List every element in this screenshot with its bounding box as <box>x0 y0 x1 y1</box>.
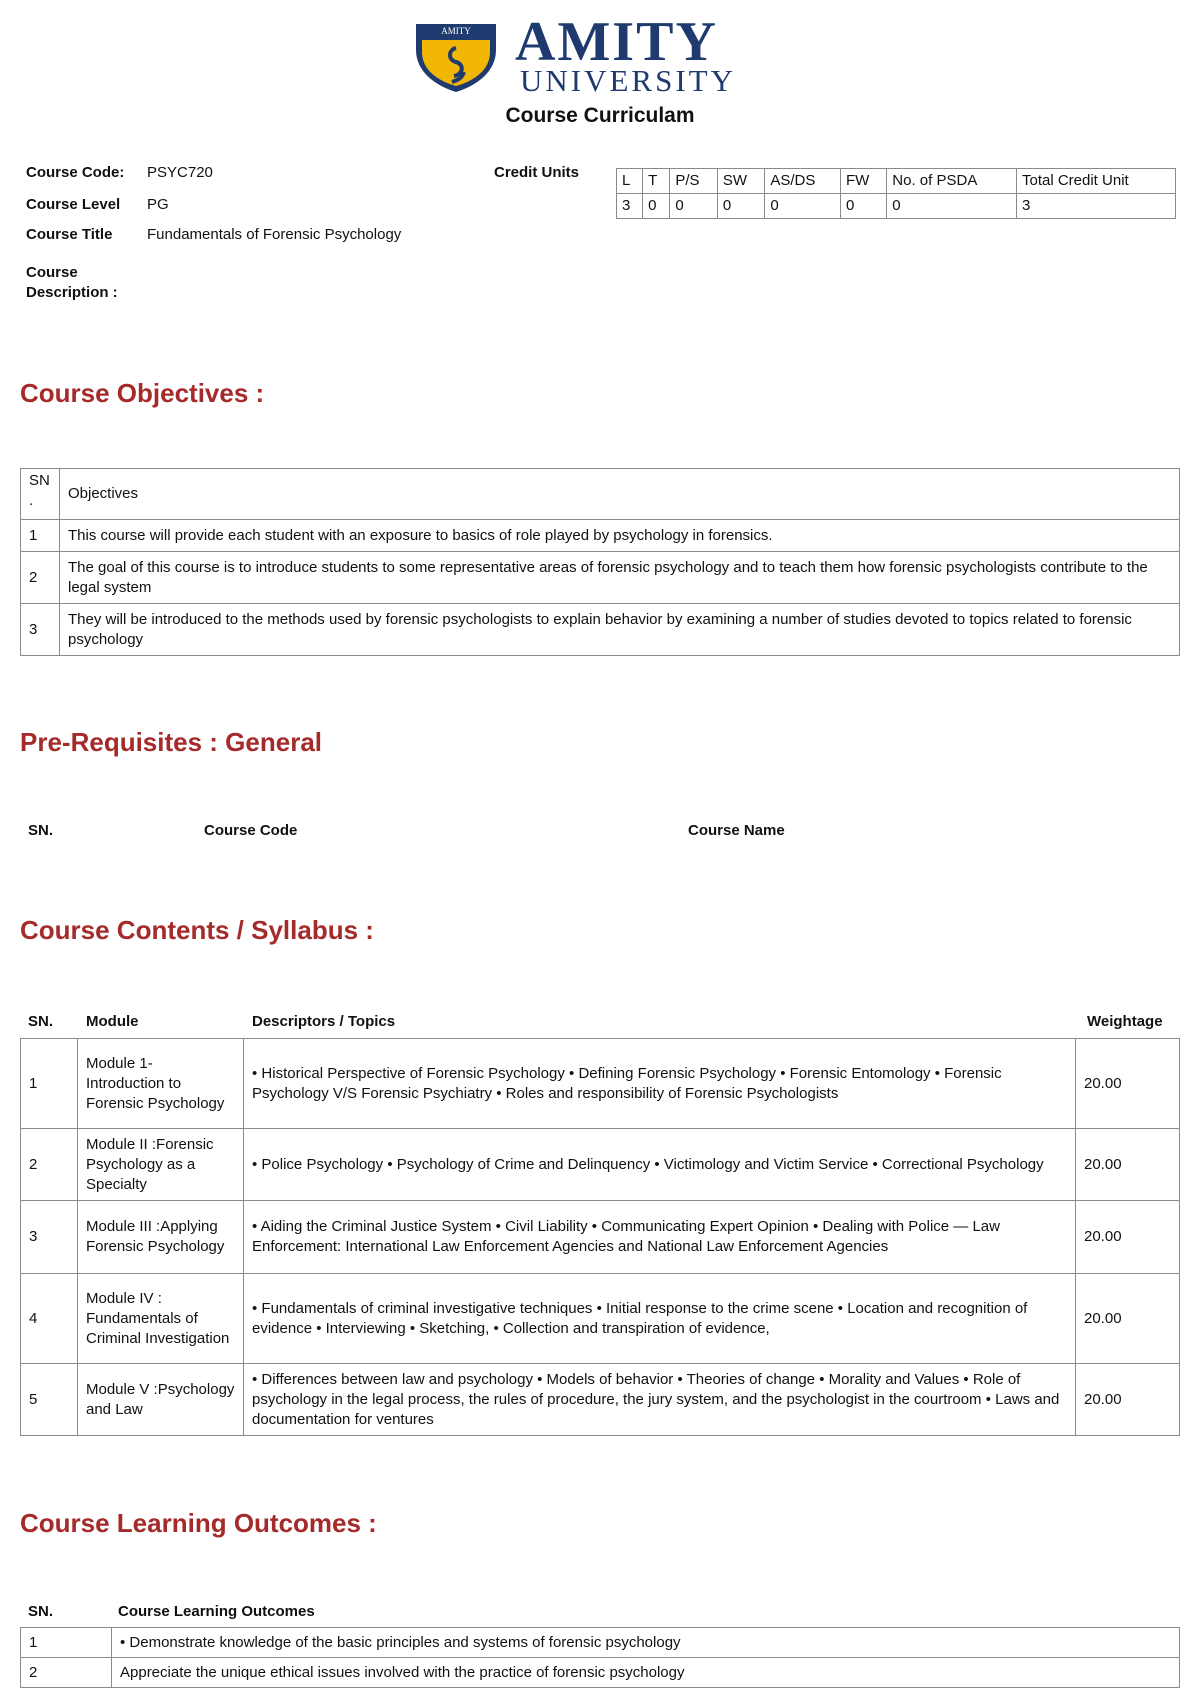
credit-header-cell: L <box>617 169 643 194</box>
outcomes-header: Course Learning Outcomes <box>118 1603 315 1620</box>
credit-header-cell: No. of PSDA <box>887 169 1017 194</box>
module-descriptors: • Historical Perspective of Forensic Psychology • Defining Forensic Psychology • Forensic Entomology • Forensic Psychology V/S Forensic Psychiatry • Roles and responsibility of Forensic Psychologists <box>244 1039 1076 1129</box>
prereq-code-header: Course Code <box>204 822 298 839</box>
credit-value-cell: 0 <box>840 194 886 219</box>
credit-value-cell: 0 <box>643 194 670 219</box>
logo-wordmark: AMITY <box>515 11 718 73</box>
prerequisites-heading: Pre-Requisites : General <box>20 727 322 757</box>
course-level-value: PG <box>147 196 169 213</box>
objective-text: The goal of this course is to introduce students to some representative areas of forensic psychology and to teach them how forensic psychologists contribute to the legal system <box>60 552 1180 604</box>
outcomes-table <box>20 1627 1180 1688</box>
objectives-table <box>20 468 1180 656</box>
course-level-label: Course Level <box>26 196 121 213</box>
module-weightage: 20.00 <box>1076 1201 1180 1274</box>
objectives-header-row <box>21 469 1180 520</box>
table-row <box>21 1129 1180 1201</box>
module-name: Module III :Applying Forensic Psychology <box>78 1201 244 1274</box>
table-row <box>21 1628 1180 1658</box>
module-descriptors: • Aiding the Criminal Justice System • Civil Liability • Communicating Expert Opinion • Dealing with Police — Law Enforcement: International Law Enforcement Agencies and National Law Enforcement Agencies <box>244 1201 1076 1274</box>
credit-value-cell: 3 <box>617 194 643 219</box>
objective-sn: 3 <box>21 604 60 656</box>
objective-sn: 2 <box>21 552 60 604</box>
module-sn: 5 <box>21 1364 78 1436</box>
objective-text: They will be introduced to the methods used by forensic psychologists to explain behavior by examining a number of studies devoted to topics related to forensic psychology <box>60 604 1180 656</box>
outcomes-sn-header: SN. <box>28 1603 54 1620</box>
module-name: Module 1- Introduction to Forensic Psychology <box>78 1039 244 1129</box>
credit-header-cell: SW <box>717 169 764 194</box>
table-row <box>21 1274 1180 1364</box>
table-row <box>21 552 1180 604</box>
module-descriptors: • Differences between law and psychology • Models of behavior • Theories of change • Morality and Values • Role of psychology in the legal process, the rules of procedure, the jury system, and the psychologist in the courtroom • Laws and documentation for ventures <box>244 1364 1076 1436</box>
table-row <box>21 604 1180 656</box>
objectives-header: Objectives <box>60 469 1180 520</box>
credit-header-cell: T <box>643 169 670 194</box>
amity-shield-icon <box>412 20 500 94</box>
credit-header-cell: AS/DS <box>765 169 841 194</box>
prereq-sn-header: SN. <box>28 822 54 839</box>
syllabus-descriptors-header: Descriptors / Topics <box>252 1013 396 1030</box>
module-descriptors: • Police Psychology • Psychology of Crime and Delinquency • Victimology and Victim Service • Correctional Psychology <box>244 1129 1076 1201</box>
course-title-value: Fundamentals of Forensic Psychology <box>147 226 402 243</box>
credit-units-label: Credit Units <box>494 164 580 181</box>
table-row <box>21 1201 1180 1274</box>
credit-value-cell: 3 <box>1016 194 1175 219</box>
objectives-sn-header: SN . <box>21 469 60 520</box>
credit-header-cell: FW <box>840 169 886 194</box>
credit-value-row <box>617 194 1176 219</box>
objective-text: This course will provide each student with an exposure to basics of role played by psychology in forensics. <box>60 520 1180 552</box>
module-weightage: 20.00 <box>1076 1364 1180 1436</box>
credit-value-cell: 0 <box>765 194 841 219</box>
course-description-label-line1: Course <box>26 264 78 281</box>
table-row <box>21 520 1180 552</box>
syllabus-heading: Course Contents / Syllabus : <box>20 915 374 945</box>
learning-outcomes-heading: Course Learning Outcomes : <box>20 1508 377 1538</box>
credit-value-cell: 0 <box>717 194 764 219</box>
credit-value-cell: 0 <box>887 194 1017 219</box>
table-row <box>21 1364 1180 1436</box>
outcome-sn: 1 <box>21 1628 112 1658</box>
outcome-sn: 2 <box>21 1658 112 1688</box>
credit-value-cell: 0 <box>670 194 718 219</box>
shield-text: AMITY <box>441 26 471 36</box>
prereq-name-header: Course Name <box>688 822 785 839</box>
module-weightage: 20.00 <box>1076 1274 1180 1364</box>
objective-sn: 1 <box>21 520 60 552</box>
outcome-text: Appreciate the unique ethical issues involved with the practice of forensic psychology <box>112 1658 1180 1688</box>
credit-header-cell: P/S <box>670 169 718 194</box>
module-sn: 2 <box>21 1129 78 1201</box>
credit-units-table <box>616 168 1176 219</box>
course-title-label: Course Title <box>26 226 113 243</box>
module-weightage: 20.00 <box>1076 1129 1180 1201</box>
module-descriptors: • Fundamentals of criminal investigative techniques • Initial response to the crime scene • Location and recognition of evidence • Interviewing • Sketching, • Collection and transpiration of evidence, <box>244 1274 1076 1364</box>
outcome-text: • Demonstrate knowledge of the basic principles and systems of forensic psychology <box>112 1628 1180 1658</box>
module-sn: 1 <box>21 1039 78 1129</box>
module-sn: 4 <box>21 1274 78 1364</box>
table-row <box>21 1658 1180 1688</box>
course-objectives-heading: Course Objectives : <box>20 378 265 408</box>
module-name: Module II :Forensic Psychology as a Specialty <box>78 1129 244 1201</box>
syllabus-table <box>20 1038 1180 1436</box>
module-weightage: 20.00 <box>1076 1039 1180 1129</box>
course-code-value: PSYC720 <box>147 164 213 181</box>
syllabus-module-header: Module <box>86 1013 139 1030</box>
credit-header-row <box>617 169 1176 194</box>
document-title: Course Curriculam <box>505 104 695 127</box>
module-name: Module V :Psychology and Law <box>78 1364 244 1436</box>
credit-header-cell: Total Credit Unit <box>1016 169 1175 194</box>
logo-subtitle: UNIVERSITY <box>520 63 736 98</box>
table-row <box>21 1039 1180 1129</box>
module-sn: 3 <box>21 1201 78 1274</box>
syllabus-sn-header: SN. <box>28 1013 54 1030</box>
course-description-label-line2: Description : <box>26 284 118 301</box>
module-name: Module IV : Fundamentals of Criminal Investigation <box>78 1274 244 1364</box>
course-code-label: Course Code: <box>26 164 125 181</box>
syllabus-weightage-header: Weightage <box>1087 1013 1163 1030</box>
